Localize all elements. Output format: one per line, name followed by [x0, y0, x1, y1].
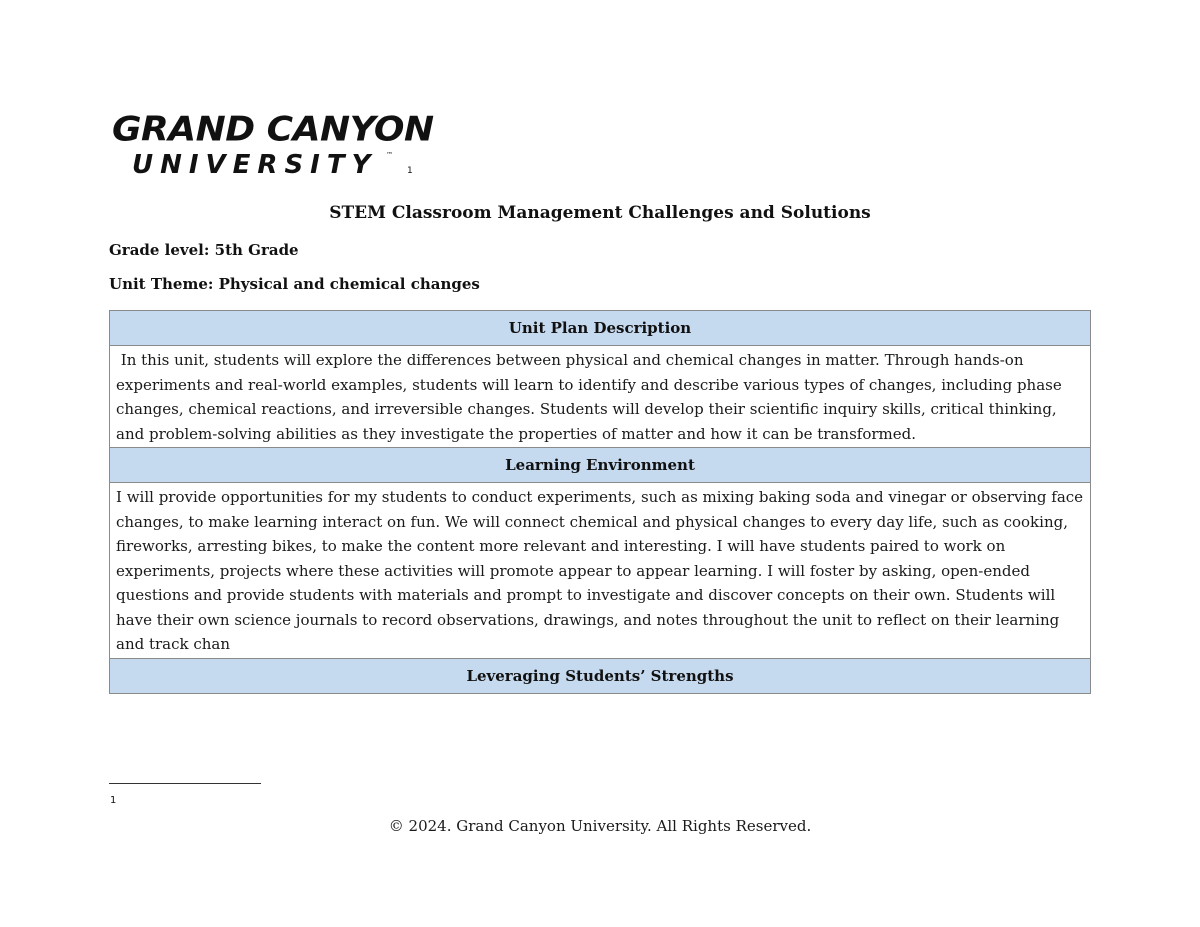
footnote-separator — [109, 783, 261, 784]
trademark-symbol: ™ — [386, 151, 393, 159]
table-row — [110, 346, 1091, 448]
section-body-unit-plan-description: In this unit, students will explore the differences between physical and chemical changes in matter. Through hands-on experiments and real-world examples, students will learn to identify and describe various types of changes, including phase changes, chemical reactions, and irreversible changes. Students will develop their scientific inquiry skills, critical thinking, and problem-solving abilities as they investigate the properties of matter and how it can be transformed. — [110, 346, 1091, 448]
unit-plan-table — [109, 310, 1091, 694]
document-title: STEM Classroom Management Challenges and Solutions — [329, 203, 871, 223]
grade-level: Grade level: 5th Grade — [109, 241, 299, 259]
table-row — [110, 448, 1091, 483]
table-row — [110, 658, 1091, 693]
table-row — [110, 311, 1091, 346]
unit-theme: Unit Theme: Physical and chemical changes — [109, 275, 480, 293]
logo-wordmark-line2: UNIVERSITY — [132, 150, 378, 180]
university-logo — [112, 110, 434, 184]
section-header-leveraging-students-strengths: Leveraging Students’ Strengths — [110, 658, 1091, 693]
copyright-notice: © 2024. Grand Canyon University. All Rights Reserved. — [388, 817, 812, 835]
footnote-reference: 1 — [407, 166, 413, 176]
logo-wordmark-line1: GRAND CANYON — [112, 110, 434, 150]
footnote-number: 1 — [110, 795, 117, 806]
section-header-unit-plan-description: Unit Plan Description — [110, 311, 1091, 346]
section-body-learning-environment: I will provide opportunities for my students to conduct experiments, such as mixing baking soda and vinegar or observing face changes, to make learning interact on fun. We will connect chemical and physical changes to every day life, such as cooking, fireworks, arresting bikes, to make the content more relevant and interesting. I will have students paired to work on experiments, projects where these activities will promote appear to appear learning. I will foster by asking, open-ended questions and provide students with materials and prompt to investigate and discover concepts on their own. Students will have their own science journals to record observations, drawings, and notes throughout the unit to reflect on their learning and track chan — [110, 483, 1091, 659]
table-row — [110, 483, 1091, 659]
section-header-learning-environment: Learning Environment — [110, 448, 1091, 483]
